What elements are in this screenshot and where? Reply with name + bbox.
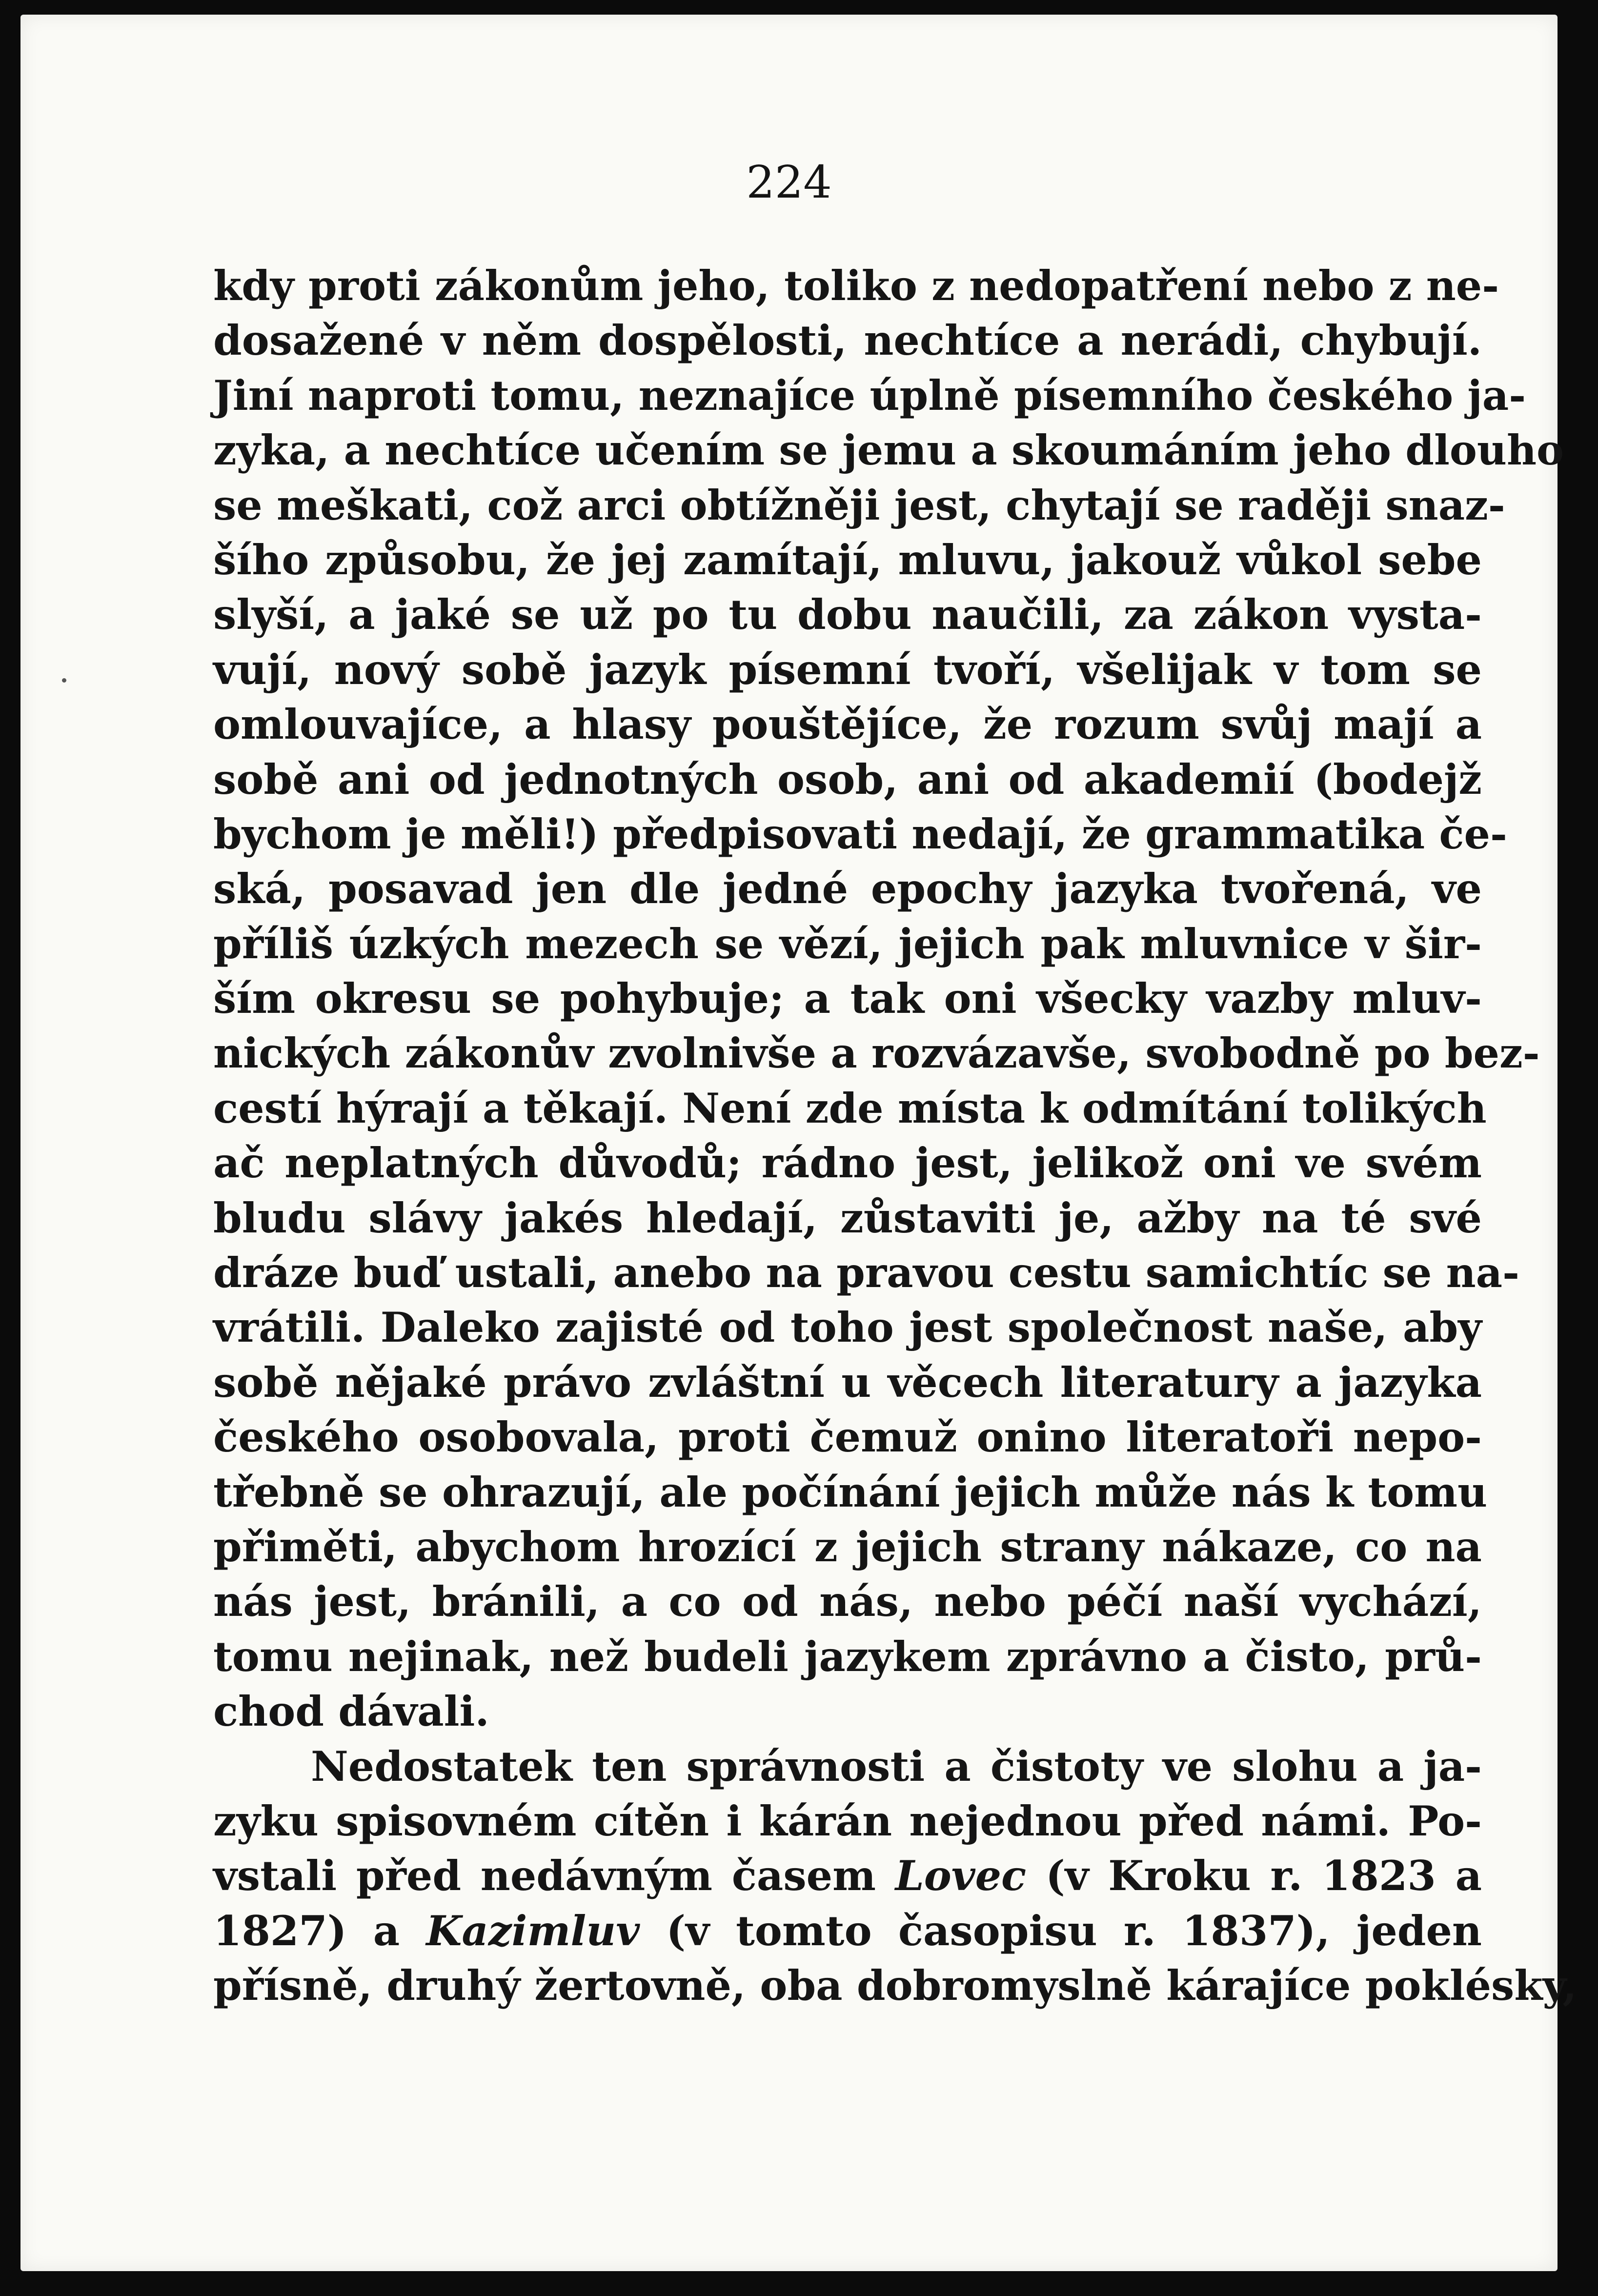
- text-line: nických zákonův zvolnivše a rozvázavše, svobodně po bez-: [213, 1029, 1540, 1078]
- work-title: Kazimluv: [426, 1906, 640, 1955]
- text-line: slyší, a jaké se už po tu dobu naučili, za zákon vysta-: [213, 590, 1482, 639]
- text-line: Jiní naproti tomu, neznajíce úplně písemního českého ja-: [213, 371, 1526, 420]
- text-line: cestí hýrají a těkají. Není zde místa k odmítání tolikých: [213, 1084, 1487, 1132]
- text-line: se meškati, což arci obtížněji jest, chytají se raději snaz-: [213, 481, 1505, 529]
- text-line: přiměti, abychom hrozící z jejich strany nákaze, co na: [213, 1522, 1482, 1571]
- text-line: ská, posavad jen dle jedné epochy jazyka tvořená, ve: [213, 865, 1482, 913]
- text-line: sobě ani od jednotných osob, ani od akademií (bodejž: [213, 755, 1482, 804]
- text-line: [213, 1904, 1482, 1958]
- page-number: 224: [746, 156, 832, 208]
- line-text: 1827) a: [213, 1906, 426, 1955]
- line-text: vstali před nedávným časem: [213, 1852, 895, 1900]
- text-line: nás jest, bránili, a co od nás, nebo péčí naší vychází,: [213, 1577, 1482, 1626]
- text-line: kdy proti zákonům jeho, toliko z nedopatření nebo z ne-: [213, 262, 1499, 310]
- text-line: bychom je měli!) předpisovati nedají, že grammatika če-: [213, 809, 1507, 858]
- ink-speck: [62, 678, 66, 683]
- text-line: dráze buď ustali, anebo na pravou cestu samichtíc se na-: [213, 1249, 1519, 1297]
- text-line: dosažené v něm dospělosti, nechtíce a nerádi, chybují.: [213, 316, 1482, 365]
- text-line: ač neplatných důvodů; rádno jest, jelikož oni ve svém: [213, 1139, 1482, 1188]
- text-line: přísně, druhý žertovně, oba dobromyslně kárajíce poklésky,: [213, 1961, 1577, 2010]
- text-line: vrátili. Daleko zajisté od toho jest společnost naše, aby: [213, 1303, 1482, 1352]
- text-line: [213, 1849, 1482, 1903]
- text-line: zyka, a nechtíce učením se jemu a skoumáním jeho dlouho: [213, 426, 1564, 475]
- text-line: vují, nový sobě jazyk písemní tvoří, všelijak v tom se: [213, 645, 1482, 694]
- book-page: [20, 15, 1577, 2271]
- text-line: sobě nějaké právo zvláštní u věcech literatury a jazyka: [213, 1358, 1482, 1407]
- line-text: (v Kroku r. 1823 a: [1026, 1852, 1482, 1900]
- text-line: bludu slávy jakés hledají, zůstaviti je, ažby na té své: [213, 1193, 1482, 1242]
- text-line: příliš úzkých mezech se vězí, jejich pak mluvnice v šir-: [213, 919, 1482, 968]
- text-line: zyku spisovném cítěn i kárán nejednou před námi. Po-: [213, 1796, 1482, 1845]
- paragraph-first-line: Nedostatek ten správnosti a čistoty ve slohu a ja-: [311, 1742, 1482, 1791]
- line-text: (v tomto časopisu r. 1837), jeden: [640, 1906, 1482, 1955]
- text-line: českého osobovala, proti čemuž onino literatoři nepo-: [213, 1413, 1482, 1462]
- text-line: tomu nejinak, než budeli jazykem zprávno a čisto, prů-: [213, 1632, 1482, 1681]
- work-title: Lovec: [895, 1852, 1027, 1900]
- text-line: šího způsobu, že jej zamítají, mluvu, jakouž vůkol sebe: [213, 535, 1482, 584]
- text-line: třebně se ohrazují, ale počínání jejich může nás k tomu: [213, 1468, 1488, 1516]
- text-line: omlouvajíce, a hlasy pouštějíce, že rozum svůj mají a: [213, 700, 1482, 749]
- body-text: [213, 259, 1577, 2014]
- text-line: ším okresu se pohybuje; a tak oni všecky vazby mluv-: [213, 974, 1482, 1023]
- text-line: chod dávali.: [213, 1687, 489, 1736]
